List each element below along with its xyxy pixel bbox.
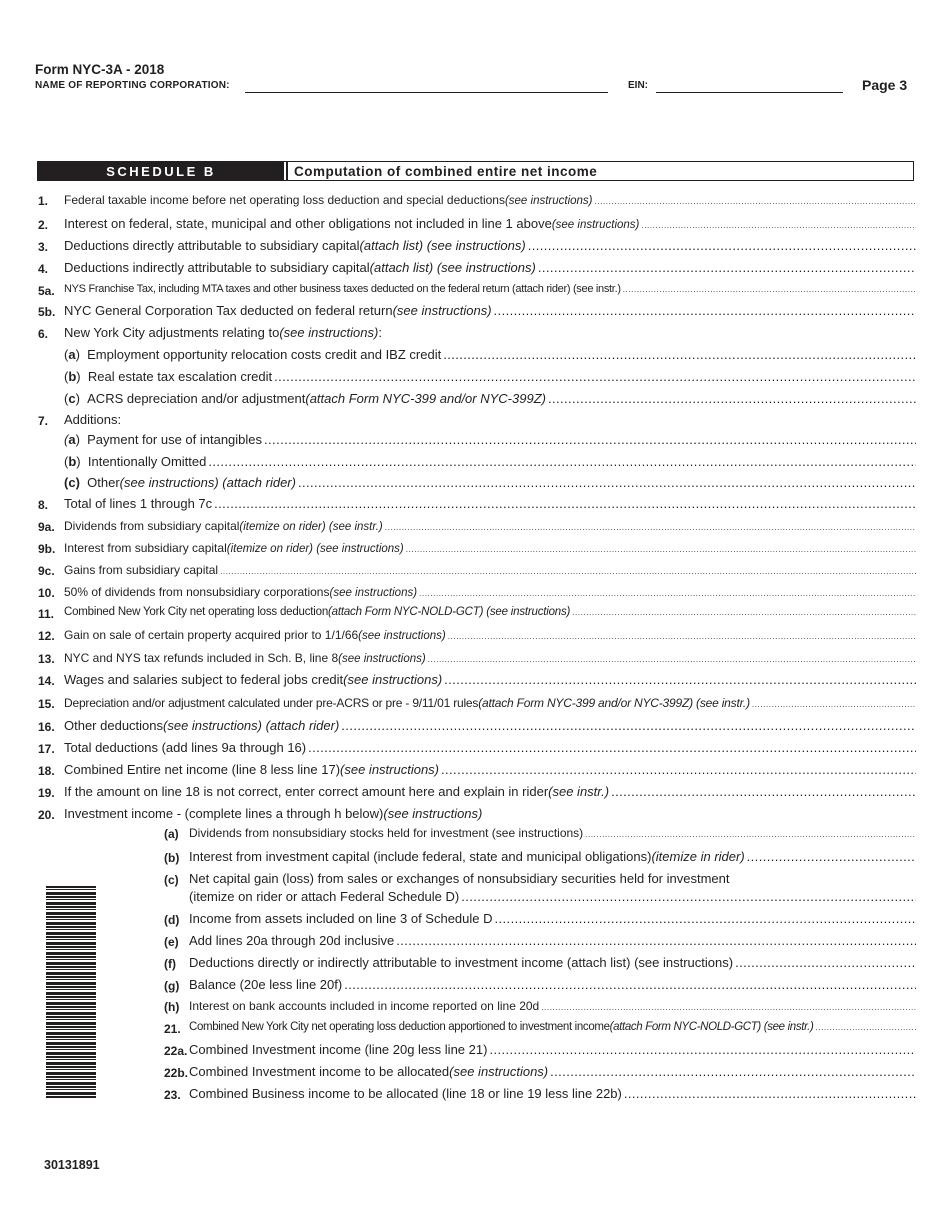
line-15: Depreciation and/or adjustment calculated under pre-ACRS or pre - 9/11/01 rules (attach Form NYC-399 and/or NYC-399Z) (see instr.) ..... — [64, 696, 916, 710]
line-21: Combined New York City net operating loss deduction apportioned to investment income (attach Form NYC-NOLD-GCT) (see instr.) ..... — [189, 1021, 916, 1033]
line-number: 16. — [38, 720, 55, 734]
line-number: (d) — [164, 913, 180, 927]
line-6c: (c) ACRS depreciation and/or adjustment (attach Form NYC-399 and/or NYC-399Z) ..... — [64, 391, 916, 406]
line-20g: Balance (20e less line 20f) ..... — [189, 977, 916, 992]
form-code: 30131891 — [44, 1158, 100, 1172]
line-14: Wages and salaries subject to federal jobs credit (see instructions) ..... — [64, 672, 916, 687]
line-20f: Deductions directly or indirectly attributable to investment income (attach list) (see instructions) ..... — [189, 955, 916, 970]
line-20c: Net capital gain (loss) from sales or exchanges of nonsubsidiary securities held for investment — [189, 871, 730, 886]
line-number: (f) — [164, 957, 176, 971]
line-7: Additions: — [64, 412, 122, 427]
line-number: 20. — [38, 808, 55, 822]
line-number: 10. — [38, 586, 55, 600]
line-number: 12. — [38, 629, 55, 643]
line-number: 7. — [38, 414, 49, 428]
line-20: Investment income - (complete lines a through h below) (see instructions) — [64, 806, 483, 821]
line-number: 3. — [38, 240, 49, 254]
line-number: 5b. — [38, 305, 56, 319]
line-number: (a) — [164, 827, 179, 841]
line-7a: (a) Payment for use of intangibles ..... — [64, 432, 916, 447]
line-number: 4. — [38, 262, 49, 276]
line-number: 9b. — [38, 542, 56, 556]
line-5b: NYC General Corporation Tax deducted on federal return (see instructions) ..... — [64, 303, 916, 318]
line-17: Total deductions (add lines 9a through 16) ..... — [64, 740, 916, 755]
line-number: 19. — [38, 786, 55, 800]
line-1: Federal taxable income before net operating loss deduction and special deductions (see instructions) ..... — [64, 193, 916, 207]
line-number: 6. — [38, 327, 49, 341]
line-4: Deductions indirectly attributable to subsidiary capital (attach list) (see instructions) ..... — [64, 260, 916, 275]
line-number: 22b. — [164, 1066, 189, 1080]
line-19: If the amount on line 18 is not correct, enter correct amount here and explain in rider (see instr.) ..... — [64, 784, 916, 799]
name-input-line[interactable] — [245, 92, 608, 93]
line-7c: (c) Other (see instructions) (attach rider) ..... — [64, 475, 916, 490]
line-number: 5a. — [38, 284, 55, 298]
line-2: Interest on federal, state, municipal and other obligations not included in line 1 above (see instructions) ..... — [64, 216, 916, 231]
ein-label: EIN: — [628, 80, 648, 91]
line-6: New York City adjustments relating to (see instructions) : — [64, 325, 382, 340]
line-number: 9c. — [38, 564, 55, 578]
line-number: 2. — [38, 218, 49, 232]
line-number: 1. — [38, 194, 49, 208]
line-number: 11. — [38, 607, 55, 621]
line-6b: (b) Real estate tax escalation credit ..... — [64, 369, 916, 384]
schedule-title: Computation of combined entire net income — [286, 162, 913, 180]
line-number: (h) — [164, 1000, 180, 1014]
barcode-image — [46, 886, 96, 1098]
line-23: Combined Business income to be allocated (line 18 or line 19 less line 22b) ..... — [189, 1086, 916, 1101]
line-13: NYC and NYS tax refunds included in Sch. B, line 8 (see instructions) ..... — [64, 651, 916, 665]
name-label: NAME OF REPORTING CORPORATION: — [35, 80, 230, 91]
line-number: 9a. — [38, 520, 55, 534]
line-20d: Income from assets included on line 3 of Schedule D ..... — [189, 911, 916, 926]
line-10: 50% of dividends from nonsubsidiary corporations (see instructions) ..... — [64, 585, 916, 599]
line-number: (e) — [164, 935, 179, 949]
line-3: Deductions directly attributable to subsidiary capital (attach list) (see instructions) ..... — [64, 238, 916, 253]
line-22a: Combined Investment income (line 20g less line 21) ..... — [189, 1042, 916, 1057]
line-11: Combined New York City net operating loss deduction (attach Form NYC-NOLD-GCT) (see instructions) ..... — [64, 606, 916, 618]
line-8: Total of lines 1 through 7c ..... — [64, 496, 916, 511]
line-20a: Dividends from nonsubsidiary stocks held for investment (see instructions) ..... — [189, 826, 916, 840]
line-9c: Gains from subsidiary capital ..... — [64, 563, 916, 577]
line-number: 15. — [38, 697, 55, 711]
line-number: 21. — [164, 1022, 181, 1036]
form-title: Form NYC-3A - 2018 — [35, 62, 165, 77]
line-number: 8. — [38, 498, 49, 512]
schedule-header — [37, 161, 914, 181]
ein-input-line[interactable] — [656, 92, 843, 93]
line-number: (c) — [164, 873, 179, 887]
page-number: Page 3 — [862, 77, 908, 93]
schedule-label: SCHEDULE B — [38, 162, 284, 180]
line-number: (g) — [164, 979, 180, 993]
line-9a: Dividends from subsidiary capital (itemize on rider) (see instr.) ..... — [64, 519, 916, 533]
line-20h: Interest on bank accounts included in income reported on line 20d ..... — [189, 999, 916, 1013]
line-number: 14. — [38, 674, 55, 688]
line-12: Gain on sale of certain property acquired prior to 1/1/66 (see instructions) ..... — [64, 628, 916, 642]
line-16: Other deductions (see instructions) (attach rider) ..... — [64, 718, 916, 733]
line-number: 22a. — [164, 1044, 188, 1058]
line-number: 13. — [38, 652, 55, 666]
line-number: 23. — [164, 1088, 181, 1102]
line-number: 17. — [38, 742, 55, 756]
line-9b: Interest from subsidiary capital (itemize on rider) (see instructions) ..... — [64, 541, 916, 555]
line-number: (b) — [164, 851, 180, 865]
line-18: Combined Entire net income (line 8 less line 17) (see instructions) ..... — [64, 762, 916, 777]
line-20c-cont: (itemize on rider or attach Federal Schedule D) ..... — [189, 889, 916, 904]
line-6a: (a) Employment opportunity relocation costs credit and IBZ credit ..... — [64, 347, 916, 362]
line-7b: (b) Intentionally Omitted ..... — [64, 454, 916, 469]
line-22b: Combined Investment income to be allocated (see instructions) ..... — [189, 1064, 916, 1079]
line-20b: Interest from investment capital (include federal, state and municipal obligations) (itemize in rider) ..... — [189, 849, 916, 864]
line-20e: Add lines 20a through 20d inclusive ..... — [189, 933, 916, 948]
line-5a: NYS Franchise Tax, including MTA taxes and other business taxes deducted on the federal return (attach rider) (see instr.) ..... — [64, 283, 916, 295]
line-number: 18. — [38, 764, 55, 778]
